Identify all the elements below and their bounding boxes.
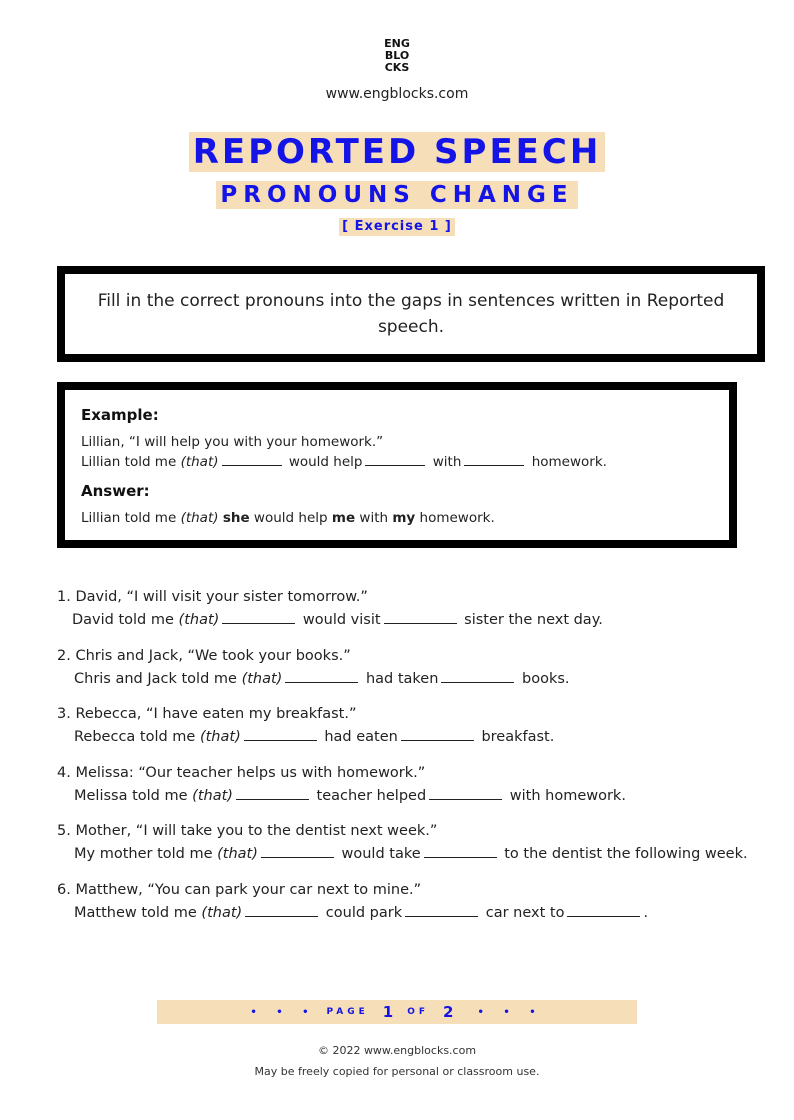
answer-gap[interactable] xyxy=(441,669,514,683)
example-box xyxy=(57,382,737,548)
logo-line-1: ENG xyxy=(384,37,410,50)
answer-gap[interactable] xyxy=(285,669,358,683)
example-gap xyxy=(464,453,524,466)
question-4: 4. Melissa: “Our teacher helps us with homework.” Melissa told me (that) teacher helped with homework. xyxy=(57,765,626,804)
answer-gap[interactable] xyxy=(244,727,317,741)
title-wrap xyxy=(0,132,794,172)
question-2: 2. Chris and Jack, “We took your books.” Chris and Jack told me (that) had taken books. xyxy=(57,648,570,687)
example-quote: Lillian, “I will help you with your homework.” xyxy=(81,434,384,450)
copyright: © 2022 www.engblocks.com xyxy=(317,1044,477,1057)
example-answer: Lillian told me (that) she would help me with my homework. xyxy=(81,510,495,526)
answer-heading: Answer: xyxy=(81,482,150,500)
answer-gap[interactable] xyxy=(401,727,474,741)
answer-gap[interactable] xyxy=(405,903,478,917)
engblocks-logo xyxy=(0,38,794,74)
logo-line-2: BLO xyxy=(384,49,410,62)
question-6: 6. Matthew, “You can park your car next to mine.” Matthew told me (that) could park car next to . xyxy=(57,882,649,921)
example-heading: Example: xyxy=(81,406,159,424)
page-indicator: • • • PAGE 1 OF 2 • • • xyxy=(157,1000,637,1024)
instructions-box xyxy=(57,266,765,362)
question-3: 3. Rebecca, “I have eaten my breakfast.” Rebecca told me (that) had eaten breakfast. xyxy=(57,706,555,745)
page-subtitle: PRONOUNS CHANGE xyxy=(216,181,577,209)
current-page: 1 xyxy=(382,1003,394,1021)
answer-gap[interactable] xyxy=(429,786,502,800)
logo-line-3: CKS xyxy=(384,61,410,74)
site-url: www.engblocks.com xyxy=(325,86,469,102)
exercise-label: [ Exercise 1 ] xyxy=(339,218,455,236)
page-title: REPORTED SPEECH xyxy=(189,132,606,172)
instructions-text: Fill in the correct pronouns into the gaps in sentences written in Reported speech. xyxy=(97,291,725,337)
answer-gap[interactable] xyxy=(384,610,457,624)
question-1: 1. David, “I will visit your sister tomorrow.” David told me (that) would visit sister the next day. xyxy=(57,589,603,628)
answer-gap[interactable] xyxy=(222,610,295,624)
answer-gap[interactable] xyxy=(567,903,640,917)
license-note: May be freely copied for personal or classroom use. xyxy=(254,1065,540,1078)
question-5: 5. Mother, “I will take you to the dentist next week.” My mother told me (that) would take to the dentist the following week. xyxy=(57,823,748,862)
answer-gap[interactable] xyxy=(236,786,309,800)
total-pages: 2 xyxy=(443,1003,454,1021)
answer-gap[interactable] xyxy=(245,903,318,917)
example-gap xyxy=(365,453,425,466)
answer-gap[interactable] xyxy=(261,844,334,858)
example-gap xyxy=(222,453,282,466)
example-prompt: Lillian told me (that) would help with homework. xyxy=(81,454,607,470)
answer-gap[interactable] xyxy=(424,844,497,858)
exercise-wrap xyxy=(0,215,794,236)
subtitle-wrap xyxy=(0,181,794,209)
